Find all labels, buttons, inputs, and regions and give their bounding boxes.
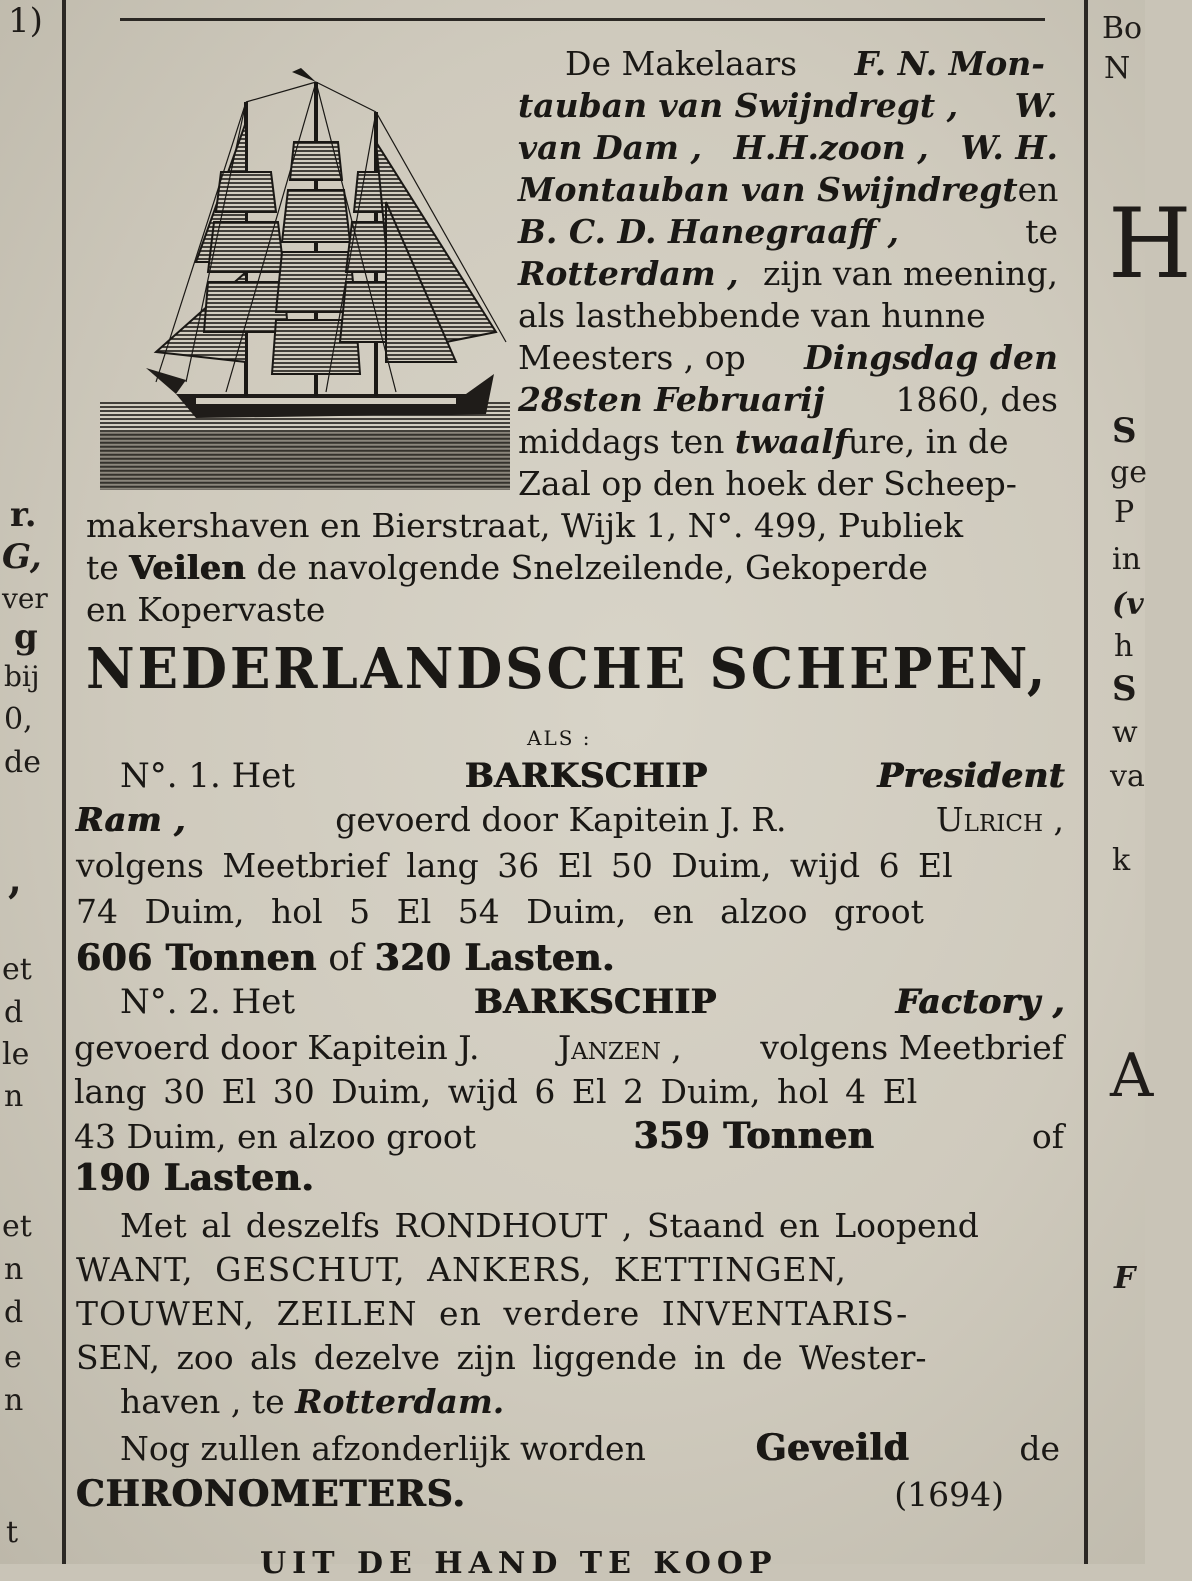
left-fragment: le xyxy=(2,1037,30,1072)
broker-name: tauban van Swijndregt , xyxy=(518,86,959,125)
intro-text: als lasthebbende van hunne xyxy=(518,296,986,335)
place-name: Rotterdam. xyxy=(295,1382,505,1421)
right-fragment: va xyxy=(1110,759,1145,794)
right-fragment: ge xyxy=(1110,455,1147,490)
auction-word: Veilen xyxy=(129,548,246,587)
right-fragment: S xyxy=(1112,669,1137,709)
intro-text: en xyxy=(1017,170,1059,209)
broker-name: H.H.zoon , xyxy=(733,128,929,167)
ship-details: gevoerd door Kapitein J. xyxy=(74,1028,480,1067)
intro-text: Meesters , op xyxy=(518,338,746,377)
ship2-line-3 xyxy=(74,1072,1064,1114)
auction-word: Geveild xyxy=(755,1427,910,1469)
intro-text: te xyxy=(1025,212,1058,251)
left-fragment: 0, xyxy=(4,702,33,737)
ship-details: of xyxy=(1031,1117,1064,1156)
broker-name: van Dam , xyxy=(518,128,702,167)
ship-details: of xyxy=(328,938,364,979)
inventory-text: Met al deszelfs RONDHOUT , Staand en Loopend xyxy=(120,1206,979,1245)
right-fragment: A xyxy=(1110,1041,1154,1111)
left-fragment: t xyxy=(6,1515,19,1550)
right-fragment: in xyxy=(1112,542,1141,577)
intro-line-13 xyxy=(86,548,928,590)
ship-number: N°. 2. Het xyxy=(120,982,296,1022)
ship-tonnage: 359 Tonnen xyxy=(633,1115,875,1157)
intro-text: en Kopervaste xyxy=(86,590,326,629)
intro-line-6 xyxy=(518,254,1058,296)
auction-date: Dingsdag den xyxy=(804,338,1058,377)
intro-text: De Makelaars xyxy=(565,44,798,83)
intro-text: Zaal op den hoek der Scheep- xyxy=(518,464,1017,503)
left-fragment: et xyxy=(2,952,32,987)
left-fragment: n xyxy=(4,1252,24,1287)
right-fragment: S xyxy=(1112,411,1137,451)
intro-text: ure, in de xyxy=(848,422,1009,461)
right-fragment: N xyxy=(1104,51,1131,86)
left-fragment: ver xyxy=(2,582,48,615)
left-column-rule xyxy=(62,0,66,1564)
ship-details: 43 Duim, en alzoo groot xyxy=(74,1117,477,1156)
left-fragment: n xyxy=(4,1383,24,1418)
inventory-text: TOUWEN, ZEILEN en verdere INVENTARIS- xyxy=(76,1294,909,1333)
ship2-line-2 xyxy=(74,1028,1064,1070)
intro-line-14 xyxy=(86,590,325,632)
ship-details: 74 Duim, hol 5 El 54 Duim, en alzoo groot xyxy=(76,892,924,931)
left-fragment: G, xyxy=(2,537,42,577)
ship-details: volgens Meetbrief lang 36 El 50 Duim, wijd 6 El xyxy=(76,846,953,885)
ship-name: Ram , xyxy=(76,800,186,839)
chrono-text: de xyxy=(1019,1429,1060,1468)
chrono-line-2 xyxy=(76,1474,1004,1516)
intro-text: te xyxy=(86,548,119,587)
intro-line-5 xyxy=(518,212,1058,254)
advert-number: (1694) xyxy=(894,1475,1004,1514)
ship-details: gevoerd door Kapitein J. R. xyxy=(335,800,787,839)
captain-name: Ulrich , xyxy=(935,800,1064,839)
ship-lasts: 190 Lasten. xyxy=(74,1157,315,1199)
intro-line-10 xyxy=(518,422,1009,464)
ship1-line-5 xyxy=(76,938,615,980)
chronometers-heading: CHRONOMETERS. xyxy=(76,1473,466,1515)
broker-name: B. C. D. Hanegraaff , xyxy=(518,212,899,251)
ship-type: BARKSCHIP xyxy=(474,982,717,1022)
intro-line-7 xyxy=(518,296,986,338)
right-fragment: w xyxy=(1112,715,1138,750)
left-fragment: , xyxy=(8,856,22,903)
ship2-line-5 xyxy=(74,1158,314,1200)
left-fragment: r. xyxy=(10,495,37,535)
right-fragment: k xyxy=(1112,843,1131,878)
intro-line-8 xyxy=(518,338,1058,380)
place-name: Rotterdam , xyxy=(518,254,739,293)
sailing-ship-engraving-icon xyxy=(96,62,514,492)
left-fragment: d xyxy=(4,995,24,1030)
intro-line-1 xyxy=(565,44,1045,86)
inventory-line-4 xyxy=(76,1338,1064,1380)
intro-text: zijn van meening, xyxy=(762,254,1058,293)
ship1-line-4 xyxy=(76,892,1064,934)
right-fragment: (v xyxy=(1112,587,1144,622)
broker-name: W. H. xyxy=(960,128,1058,167)
right-fragment: H xyxy=(1108,188,1192,300)
left-fragment: g xyxy=(14,617,38,657)
right-fragment: F xyxy=(1114,1261,1136,1296)
intro-text: makershaven en Bierstraat, Wijk 1, N°. 499, Publiek xyxy=(86,506,964,545)
intro-line-2 xyxy=(518,86,1058,128)
ship-details: lang 30 El 30 Duim, wijd 6 El 2 Duim, hol 4 El xyxy=(74,1072,918,1111)
inventory-text: WANT, GESCHUT, ANKERS, KETTINGEN, xyxy=(76,1250,847,1289)
inventory-line-2 xyxy=(76,1250,1064,1292)
captain-name: Janzen , xyxy=(557,1028,682,1067)
left-fragment: de xyxy=(4,745,41,780)
intro-line-12 xyxy=(86,506,963,548)
top-rule xyxy=(120,18,1045,21)
right-fragment: Bo xyxy=(1102,11,1143,46)
left-fragment: 1) xyxy=(8,1,43,41)
left-fragment: et xyxy=(2,1209,32,1244)
ship-type: BARKSCHIP xyxy=(464,756,708,796)
chrono-line-1 xyxy=(120,1428,1060,1470)
ship-name: President xyxy=(877,756,1065,796)
broker-name: Montauban van Swijndregt xyxy=(518,170,1018,209)
ship-number: N°. 1. Het xyxy=(120,756,296,796)
ship1-line-1 xyxy=(120,756,1065,798)
left-fragment: e xyxy=(4,1340,22,1375)
intro-text: middags ten xyxy=(518,422,725,461)
ship2-line-4 xyxy=(74,1116,1064,1158)
inventory-text: haven , te xyxy=(120,1382,285,1421)
intro-line-9 xyxy=(518,380,1058,422)
broker-name: W. xyxy=(1014,86,1058,125)
intro-text: 1860, des xyxy=(895,380,1058,419)
ship-lasts: 320 Lasten. xyxy=(374,937,616,979)
ship-details: volgens Meetbrief xyxy=(760,1028,1064,1067)
auction-time: twaalf xyxy=(734,422,849,461)
auction-date: 28sten Februarij xyxy=(518,380,825,419)
ship2-line-1 xyxy=(120,982,1065,1024)
right-fragment: h xyxy=(1114,629,1134,664)
left-fragment: d xyxy=(4,1295,24,1330)
inventory-line-5 xyxy=(120,1382,504,1424)
ship1-line-2 xyxy=(76,800,1064,842)
intro-text: de navolgende Snelzeilende, Gekoperde xyxy=(256,548,928,587)
ship-tonnage: 606 Tonnen xyxy=(76,937,317,979)
left-fragment: n xyxy=(4,1079,24,1114)
advert-headline: NEDERLANDSCHE SCHEPEN, xyxy=(86,636,1049,702)
broker-name: F. N. Mon- xyxy=(854,44,1045,83)
inventory-text: SEN, zoo als dezelve zijn liggende in de Wester- xyxy=(76,1338,927,1377)
inventory-line-1 xyxy=(120,1206,1065,1248)
chrono-text: Nog zullen afzonderlijk worden xyxy=(120,1429,646,1468)
next-advert-heading: UIT DE HAND TE KOOP xyxy=(260,1546,778,1581)
right-column-rule xyxy=(1084,0,1088,1564)
ship-name: Factory , xyxy=(895,982,1065,1022)
intro-line-3 xyxy=(518,128,1058,170)
inventory-line-3 xyxy=(76,1294,1064,1336)
left-fragment: bij xyxy=(4,660,40,693)
intro-line-4 xyxy=(518,170,1058,212)
als-label: ALS : xyxy=(527,726,592,750)
intro-line-11 xyxy=(518,464,1017,506)
right-fragment: P xyxy=(1114,495,1135,530)
ship1-line-3 xyxy=(76,846,1064,888)
